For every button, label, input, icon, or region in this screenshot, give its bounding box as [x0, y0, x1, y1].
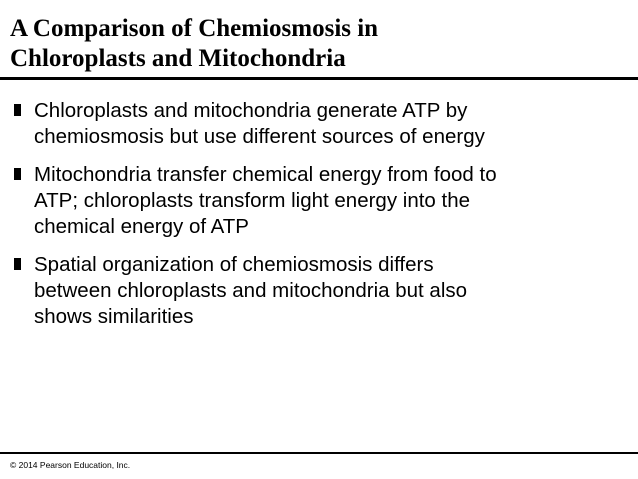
- footer-divider: [0, 452, 638, 454]
- bullet-line: between chloroplasts and mitochondria but also: [34, 279, 468, 302]
- bullet-line: Mitochondria transfer chemical energy from food to: [34, 163, 497, 186]
- bullet-square-icon: [14, 258, 21, 270]
- bullet-line: chemiosmosis but use different sources of energy: [34, 125, 485, 148]
- title-line: A Comparison of Chemiosmosis in: [10, 15, 379, 42]
- bullet-text: [34, 162, 614, 240]
- bullet-line: chemical energy of ATP: [34, 215, 249, 238]
- title-divider: [0, 77, 638, 80]
- bullet-line: shows similarities: [34, 305, 194, 328]
- bullet-line: Spatial organization of chemiosmosis differs: [34, 253, 434, 276]
- bullet-square-icon: [14, 168, 21, 180]
- title-line: Chloroplasts and Mitochondria: [10, 45, 346, 72]
- bullet-item: [14, 252, 614, 330]
- bullet-list: [14, 98, 614, 342]
- copyright-footer: © 2014 Pearson Education, Inc.: [10, 460, 131, 470]
- bullet-item: [14, 98, 614, 150]
- bullet-item: [14, 162, 614, 240]
- bullet-square-icon: [14, 104, 21, 116]
- slide-title: [10, 14, 610, 74]
- bullet-line: ATP; chloroplasts transform light energy into the: [34, 189, 471, 212]
- bullet-text: [34, 252, 614, 330]
- bullet-line: Chloroplasts and mitochondria generate ATP by: [34, 99, 468, 122]
- bullet-text: [34, 98, 614, 150]
